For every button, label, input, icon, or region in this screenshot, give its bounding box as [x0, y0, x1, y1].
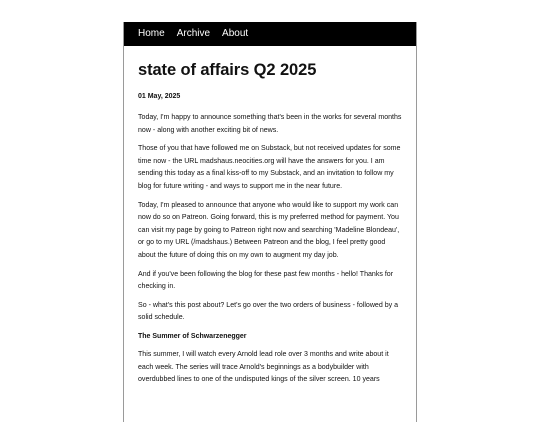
post-paragraph: And if you've been following the blog for these past few months - hello! Thanks for checking in. — [138, 270, 394, 291]
post-article — [124, 46, 416, 387]
nav-home-link[interactable]: Home — [138, 28, 165, 39]
post-paragraph: Today, I'm happy to announce something that's been in the works for several months now - along with another exciting bit of news. — [138, 114, 402, 134]
post-paragraph: So - what's this post about? Let's go over the two orders of business - followed by a solid schedule. — [138, 301, 399, 322]
post-paragraph: Those of you that have followed me on Substack, but not received updates for some time now - the URL madshaus.neocities.org will have the answers for you. I am sending this today as a final kiss-off to my Substack, and an invitation to follow my blog for future writing - and ways to support me in the near future. — [138, 145, 401, 190]
nav-archive-link[interactable]: Archive — [176, 28, 211, 39]
section-paragraph: This summer, I will watch every Arnold lead role over 3 months and write about it each week. The series will trace Arnold's beginnings as a bodybuilder with overdubbed lines to one of the undisputed kings of the silver screen. 10 years — [138, 350, 389, 384]
post-paragraph: Today, I'm pleased to announce that anyone who would like to support my work can now do so on Patreon. Going forward, this is my preferred method for payment. You can visit my page by going to Patreon right now and searching 'Madeline Blondeau', or go to my URL (/madshaus.) Between Patreon and the blog, I feel pretty good about the future of doing this on my own to augment my day job. — [138, 201, 400, 259]
blog-page — [123, 22, 417, 422]
top-navbar — [124, 22, 416, 46]
post-title: state of affairs Q2 2025 — [138, 61, 317, 79]
nav-about-link[interactable]: About — [222, 28, 249, 39]
post-date: 01 May, 2025 — [138, 93, 181, 100]
section-heading: The Summer of Schwarzenegger — [138, 332, 247, 340]
